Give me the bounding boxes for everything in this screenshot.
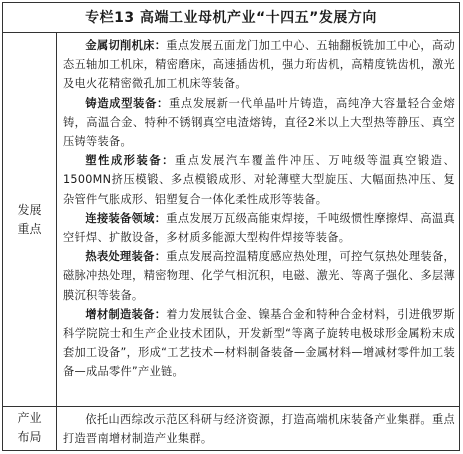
- paragraph-heading: 铸造成型装备：: [85, 96, 169, 110]
- industry-layout-content: [63, 410, 455, 448]
- row-label-line: 布局: [17, 430, 42, 444]
- column-title: 专栏13 高端工业母机产业“十四五”发展方向: [3, 3, 459, 33]
- row-label-line: 发展: [17, 203, 42, 217]
- paragraph-heading: 连接装备领域：: [85, 211, 167, 225]
- row-label-development-focus: [3, 201, 56, 239]
- paragraph-text: 重点发展万瓦级高能束焊接，千吨级惯性摩擦焊、高温真空钎焊、扩散设备，多材质多能源大型构件焊接等装备。: [63, 211, 455, 245]
- paragraph-plastic-forming: [63, 151, 455, 209]
- development-focus-content: [63, 36, 455, 382]
- paragraph-heading: 热表处理装备：: [85, 250, 167, 264]
- paragraph-heat-treatment: [63, 247, 455, 305]
- row-label-line: 产业: [17, 411, 42, 425]
- paragraph-heading: 塑性成形装备：: [85, 154, 175, 168]
- row-divider-horizontal: [3, 406, 459, 407]
- paragraph-joining: [63, 209, 455, 247]
- row-label-industry-layout: [3, 409, 56, 447]
- paragraph-text: 重点发展汽车覆盖件冲压、万吨级等温真空锻造、1500MN挤压模锻、多点模锻成形、对轮薄壁大型旋压、大幅面热冲压、复杂管件气胀成形、铝塑复合一体化柔性成形等装备。: [63, 154, 455, 206]
- paragraph-text: 重点发展新一代单晶叶片铸造，高纯净大容量轻合金熔铸，高温合金、特种不锈钢真空电渣熔铸，直径2米以上大型热等静压、真空压铸等装备。: [63, 96, 455, 149]
- paragraph-heading: 增材制造装备：: [85, 307, 167, 321]
- column-box: [2, 2, 460, 451]
- paragraph-additive-manufacturing: [63, 305, 455, 382]
- paragraph-text: 依托山西综改示范区科研与经济资源，打造高端机床装备产业集群。重点打造晋南增材制造产业集群。: [63, 413, 455, 445]
- paragraph-industry-layout: [63, 410, 455, 448]
- paragraph-casting: [63, 94, 455, 152]
- paragraph-heading: 金属切削机床：: [85, 39, 167, 52]
- column-divider-vertical: [56, 33, 57, 451]
- paragraph-metal-cutting: [63, 36, 455, 94]
- paragraph-text: 重点发展高控温精度感应热处理，可控气氛热处理装备，磁脉冲热处理，精密物理、化学气相沉积，电磁、激光、等离子强化、多层薄膜沉积等装备。: [63, 250, 455, 302]
- row-label-line: 重点: [17, 222, 42, 236]
- paragraph-text: 着力发展钛合金、镍基合金和特种合金材料，引进俄罗斯科学院院士和生产企业技术团队，开发新型“等离子旋转电极球形金属粉末成套加工设备”，形成“工艺技术—材料制备装备—金属材料—增减材零件加工装备—成品零件”产业链。: [63, 307, 455, 379]
- paragraph-text: 重点发展五面龙门加工中心、五轴翻板铣加工中心，高动态五轴加工机床，精密磨床，高速插齿机，强力珩齿机，高精度铣齿机，激光及电火花精密微孔加工机床等装备。: [63, 39, 455, 91]
